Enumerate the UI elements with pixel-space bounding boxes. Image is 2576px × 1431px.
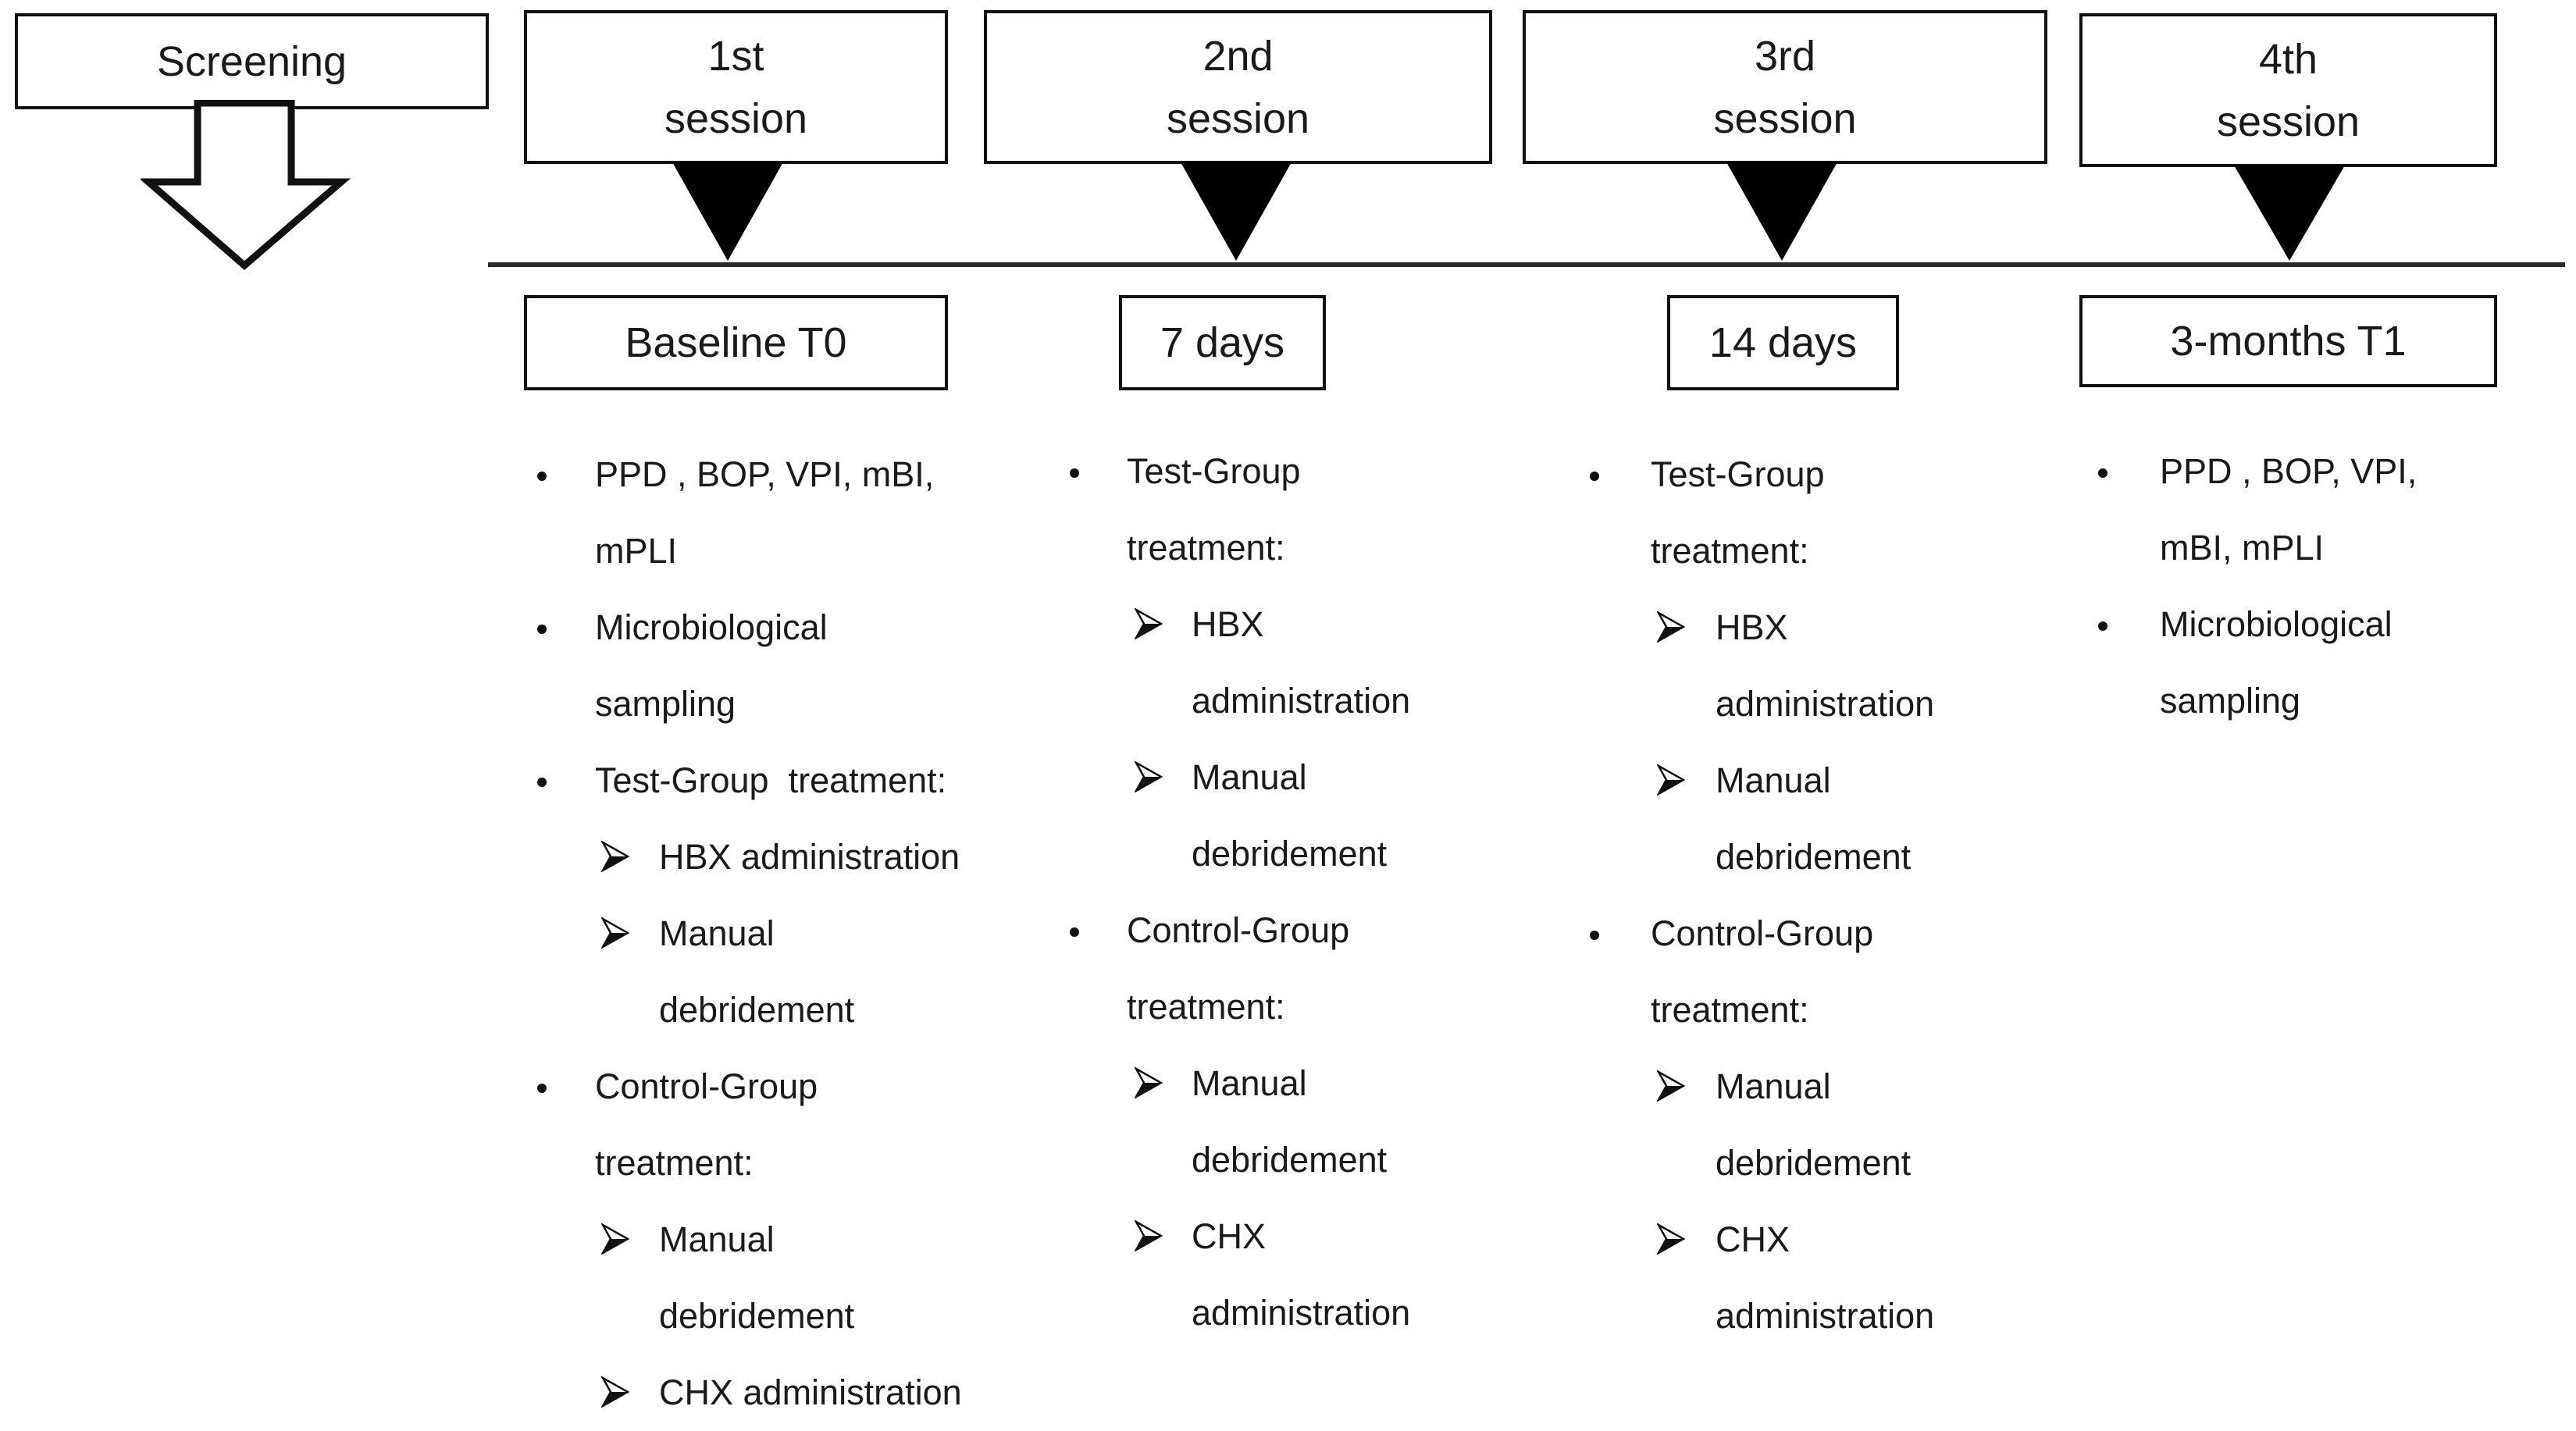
bullet-icon bbox=[1070, 927, 1079, 937]
timepoint-box-2 bbox=[1119, 295, 1326, 390]
list-item-text: Manual bbox=[1192, 1063, 1307, 1103]
session-box-3 bbox=[1523, 10, 2047, 164]
timeline-axis bbox=[488, 262, 2565, 267]
list-item-text: Manual bbox=[1716, 1066, 1831, 1106]
list-item-text: administration bbox=[1192, 1293, 1411, 1333]
list-item-text: treatment: bbox=[1127, 987, 1285, 1027]
list-item-text: sampling bbox=[2160, 681, 2301, 721]
arrowhead-bullet-icon bbox=[1657, 1223, 1685, 1255]
list-item-text: treatment: bbox=[1651, 531, 1809, 571]
arrowhead-bullet-icon bbox=[1135, 1220, 1163, 1251]
list-item-text: administration bbox=[1192, 681, 1411, 721]
list-item-text: Manual bbox=[659, 913, 775, 953]
session-2-word: session bbox=[1166, 94, 1310, 142]
list-item-text: Manual bbox=[659, 1219, 775, 1259]
timepoint-4-label: 3-months T1 bbox=[2170, 318, 2407, 365]
list-item-text: Manual bbox=[1192, 757, 1307, 797]
bullet-icon bbox=[537, 1084, 547, 1093]
list-item-text: debridement bbox=[1716, 837, 1912, 877]
list-item-text: mPLI bbox=[595, 531, 678, 571]
timepoint-2-label: 7 days bbox=[1160, 319, 1285, 366]
list-item-text: administration bbox=[1716, 684, 1935, 724]
list-item-text: PPD , BOP, VPI, bbox=[2160, 451, 2417, 491]
list-item-text: administration bbox=[1716, 1296, 1935, 1336]
bullet-icon bbox=[2098, 468, 2107, 478]
session-1-ordinal: 1st bbox=[707, 32, 764, 80]
session-4-ordinal: 4th bbox=[2258, 35, 2318, 83]
timepoint-box-3 bbox=[1667, 295, 1899, 390]
arrowhead-bullet-icon bbox=[1135, 761, 1163, 792]
session-3-word: session bbox=[1713, 94, 1857, 142]
list-item-text: Microbiological bbox=[2160, 604, 2393, 644]
arrowhead-bullet-icon bbox=[601, 917, 629, 949]
screening-box bbox=[15, 13, 489, 109]
list-item-text: debridement bbox=[1192, 1140, 1388, 1180]
list-item-text: debridement bbox=[659, 990, 855, 1030]
session-3-ordinal: 3rd bbox=[1754, 32, 1816, 80]
list-item-text: Test-Group treatment: bbox=[595, 760, 947, 800]
bullet-icon bbox=[1070, 468, 1079, 478]
arrowhead-bullet-icon bbox=[601, 1223, 629, 1255]
down-arrow-icon bbox=[141, 100, 351, 272]
arrowhead-bullet-icon bbox=[601, 841, 629, 872]
list-item-text: Test-Group bbox=[1127, 451, 1301, 491]
bullet-icon bbox=[537, 778, 547, 787]
bullet-icon bbox=[537, 625, 547, 634]
list-item-text: CHX administration bbox=[659, 1372, 962, 1412]
list-item-text: mBI, mPLI bbox=[2160, 528, 2325, 568]
session-2-ordinal: 2nd bbox=[1202, 32, 1274, 80]
arrowhead-bullet-icon bbox=[1135, 608, 1163, 639]
arrowhead-bullet-icon bbox=[1657, 1070, 1685, 1102]
timepoint-box-1 bbox=[524, 295, 948, 390]
list-item-text: CHX bbox=[1716, 1219, 1790, 1259]
list-item-text: debridement bbox=[1716, 1143, 1912, 1183]
list-item-text: CHX bbox=[1192, 1216, 1267, 1256]
list-item-text: Control-Group bbox=[595, 1066, 818, 1106]
list-item-text: debridement bbox=[1192, 834, 1388, 874]
arrowhead-bullet-icon bbox=[601, 1376, 629, 1408]
list-item-text: Microbiological bbox=[595, 607, 828, 647]
list-item-text: Control-Group bbox=[1127, 910, 1350, 950]
list-item-text: debridement bbox=[659, 1296, 855, 1336]
list-item-text: HBX bbox=[1716, 607, 1788, 647]
list-item-text: Control-Group bbox=[1651, 913, 1874, 953]
pointer-triangle-icon-4 bbox=[2233, 164, 2346, 261]
session-box-1 bbox=[524, 10, 948, 164]
pointer-triangle-icon-2 bbox=[1180, 161, 1292, 261]
timepoint-box-4 bbox=[2079, 295, 2497, 387]
arrowhead-bullet-icon bbox=[1135, 1067, 1163, 1098]
session-box-2 bbox=[984, 10, 1492, 164]
list-item-text: HBX administration bbox=[659, 837, 960, 877]
pointer-triangle-icon-3 bbox=[1726, 161, 1838, 261]
session-4-word: session bbox=[2216, 98, 2360, 145]
bullet-icon bbox=[537, 472, 547, 481]
screening-label: Screening bbox=[156, 37, 347, 85]
list-item-text: PPD , BOP, VPI, mBI, bbox=[595, 454, 935, 494]
list-item-text: treatment: bbox=[1651, 990, 1809, 1030]
list-item-text: sampling bbox=[595, 684, 736, 724]
bullet-icon bbox=[1590, 472, 1599, 481]
bullet-icon bbox=[1590, 931, 1599, 940]
pointer-triangle-icon-1 bbox=[672, 161, 784, 261]
list-item-text: treatment: bbox=[1127, 528, 1285, 568]
list-item-text: Manual bbox=[1716, 760, 1831, 800]
session-1-word: session bbox=[664, 94, 808, 142]
timepoint-1-label: Baseline T0 bbox=[625, 319, 847, 366]
arrowhead-bullet-icon bbox=[1657, 764, 1685, 796]
bullet-icon bbox=[2098, 621, 2107, 631]
timepoint-3-label: 14 days bbox=[1708, 319, 1858, 366]
session-box-4 bbox=[2079, 13, 2497, 167]
list-item-text: Test-Group bbox=[1651, 454, 1825, 494]
list-item-text: treatment: bbox=[595, 1143, 754, 1183]
arrowhead-bullet-icon bbox=[1657, 611, 1685, 643]
list-item-text: HBX bbox=[1192, 604, 1264, 644]
